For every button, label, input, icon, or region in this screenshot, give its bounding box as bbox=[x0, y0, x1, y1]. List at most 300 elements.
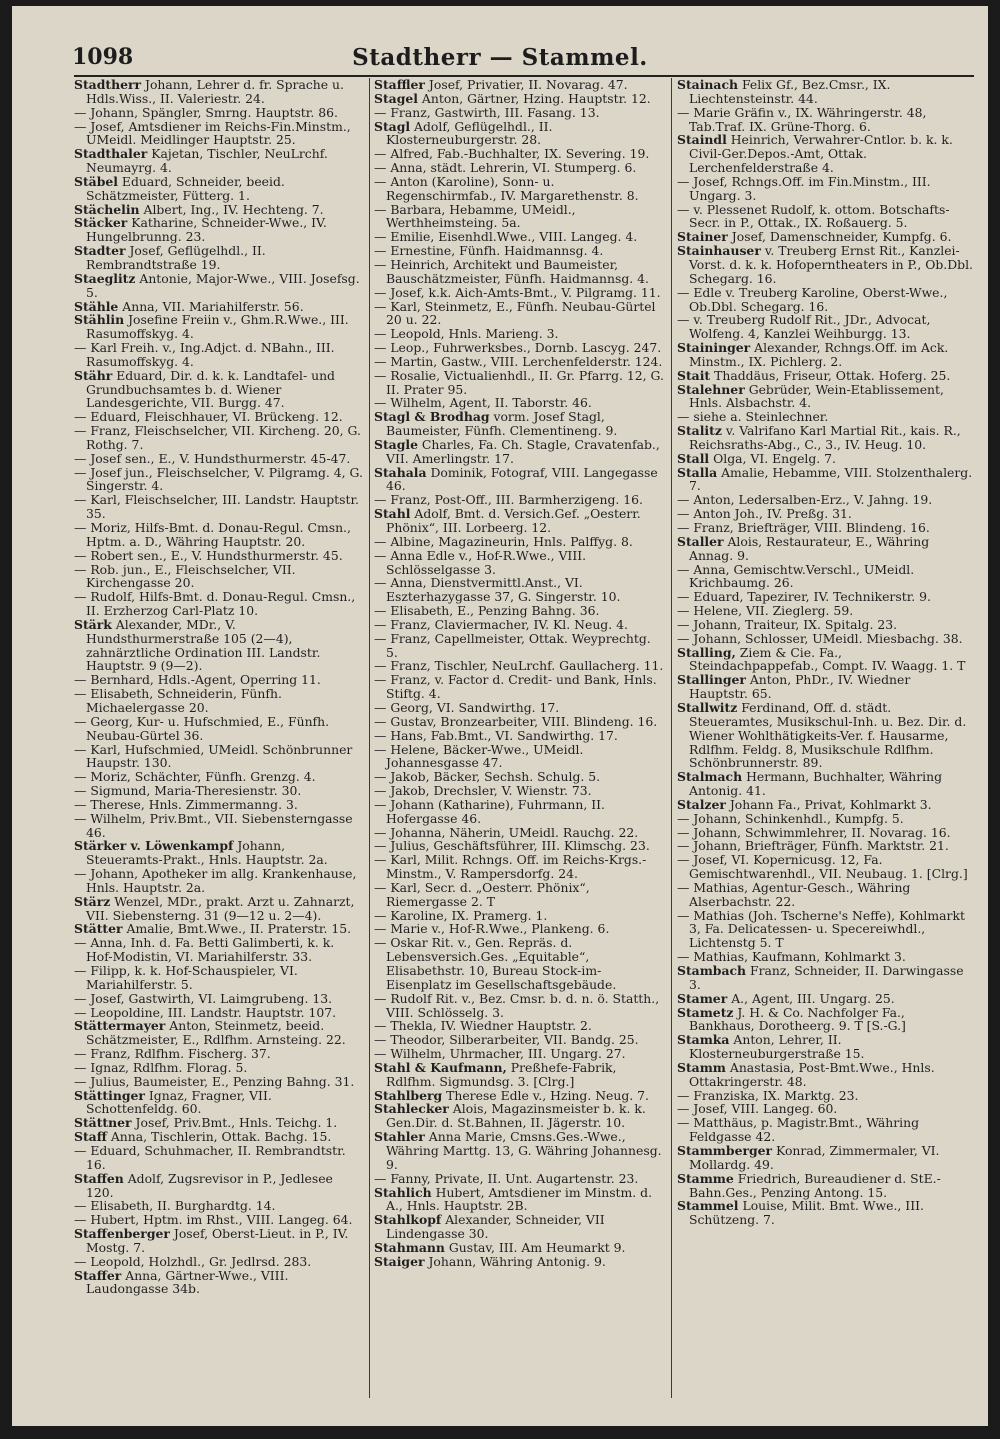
entry-details: Heinrich, Verwahrer-Cntlor. b. k. k. Civil-Ger.Depos.-Amt, Ottak. Lerchenfelderstraße 4. bbox=[689, 132, 953, 176]
entry-surname: Stahl bbox=[374, 506, 411, 522]
directory-entry bbox=[374, 396, 666, 410]
directory-entry bbox=[374, 839, 666, 853]
directory-entry bbox=[74, 922, 364, 936]
directory-entry bbox=[374, 992, 666, 1020]
directory-entry bbox=[374, 106, 666, 120]
directory-entry bbox=[374, 1089, 666, 1103]
directory-entry bbox=[374, 535, 666, 549]
directory-entry bbox=[374, 493, 666, 507]
directory-entry bbox=[74, 1213, 364, 1227]
entry-details: — Franz, Briefträger, VIII. Blindeng. 16. bbox=[677, 520, 930, 535]
entry-details: — Julius, Baumeister, E., Penzing Bahng. 31. bbox=[74, 1073, 355, 1089]
entry-details: Preßhefe-Fabrik, Rdlfhm. Sigmundsg. 3. [Clrg.] bbox=[386, 1059, 617, 1089]
directory-entry bbox=[74, 798, 364, 812]
entry-surname: Staller bbox=[677, 533, 724, 549]
directory-entry bbox=[74, 964, 364, 992]
directory-entry bbox=[677, 1116, 973, 1144]
directory-entry bbox=[374, 507, 666, 535]
directory-entry bbox=[74, 549, 364, 563]
entry-details: — Thekla, IV. Wiedner Hauptstr. 2. bbox=[374, 1018, 592, 1034]
directory-entry bbox=[677, 507, 973, 521]
entry-details: Hubert, Amtsdiener im Minstm. d. A., Hnls. Hauptstr. 2B. bbox=[386, 1184, 653, 1214]
directory-entry bbox=[74, 452, 364, 466]
entry-details: — Mathias, Agentur-Gesch., Währing Alserbachstr. 22. bbox=[677, 879, 911, 909]
entry-details: Eduard, Schneider, beeid. Schätzmeister, Fütterg. 1. bbox=[86, 173, 285, 203]
column-divider bbox=[369, 78, 370, 1398]
entry-details: Katharine, Schneider-Wwe., IV. Hungelbrunng. 23. bbox=[86, 215, 327, 245]
entry-details: — Hans, Fab.Bmt., VI. Sandwirthg. 17. bbox=[374, 727, 618, 743]
entry-details: — Wilhelm, Uhrmacher, III. Ungarg. 27. bbox=[374, 1046, 626, 1062]
directory-entry bbox=[677, 1172, 973, 1200]
directory-entry bbox=[74, 1130, 364, 1144]
directory-entry bbox=[374, 853, 666, 881]
directory-entry bbox=[677, 590, 973, 604]
directory-entry bbox=[374, 604, 666, 618]
directory-entry bbox=[374, 258, 666, 286]
entry-details: Johann, Lehrer d. fr. Sprache u. Hdls.Wiss., II. Valeriestr. 24. bbox=[86, 78, 344, 106]
directory-entry bbox=[677, 313, 973, 341]
entry-details: — Heinrich, Architekt und Baumeister, Bauschätzmeister, Fünfh. Haidmannsg. 4. bbox=[374, 256, 649, 286]
entry-details: — Anna, städt. Lehrerin, VI. Stumperg. 6. bbox=[374, 160, 637, 176]
directory-entry bbox=[677, 341, 973, 369]
directory-entry bbox=[74, 1116, 364, 1130]
entry-details: Anna Marie, Cmsns.Ges.-Wwe., Währing Marttg. 13, G. Währing Johannesg. 9. bbox=[386, 1129, 662, 1172]
entry-details: Anton, Steinmetz, beeid. Schätzmeister, E., Rdlfhm. Arnsteing. 22. bbox=[86, 1018, 346, 1048]
entry-surname: Stainer bbox=[677, 229, 728, 245]
directory-entry bbox=[374, 410, 666, 438]
directory-entry bbox=[74, 410, 364, 424]
directory-entry bbox=[74, 563, 364, 591]
directory-entry bbox=[677, 203, 973, 231]
entry-surname: Stagl bbox=[374, 118, 411, 134]
entry-details: Anna, Tischlerin, Ottak. Bachg. 15. bbox=[110, 1129, 332, 1145]
entry-surname: Stäbel bbox=[74, 173, 118, 189]
entry-details: — Johann, Schwimmlehrer, II. Novarag. 16. bbox=[677, 824, 951, 840]
entry-surname: Stagl & Brodhag bbox=[374, 409, 490, 425]
directory-entry bbox=[74, 313, 364, 341]
entry-details: — Johann (Katharine), Fuhrmann, II. Hofergasse 46. bbox=[374, 796, 605, 826]
directory-entry bbox=[374, 936, 666, 991]
entry-surname: Staeglitz bbox=[74, 270, 136, 286]
entry-details: — Anna, Inh. d. Fa. Betti Galimberti, k. k. Hof-Modistin, VI. Mariahilferstr. 33. bbox=[74, 935, 335, 965]
directory-entry bbox=[374, 1033, 666, 1047]
entry-details: — Moriz, Schächter, Fünfh. Grenzg. 4. bbox=[74, 769, 316, 785]
directory-entry bbox=[374, 300, 666, 328]
directory-entry bbox=[374, 826, 666, 840]
entry-details: — Bernhard, Hdls.-Agent, Operring 11. bbox=[74, 672, 321, 688]
directory-entry bbox=[74, 687, 364, 715]
directory-entry bbox=[677, 1144, 973, 1172]
entry-details: — Georg, VI. Sandwirthg. 17. bbox=[374, 699, 560, 715]
directory-entry bbox=[74, 203, 364, 217]
directory-entry bbox=[74, 1227, 364, 1255]
entry-surname: Stalzer bbox=[677, 796, 726, 812]
entry-details: — Helene, VII. Zieglerg. 59. bbox=[677, 603, 854, 619]
entry-details: — Karl, Secr. d. „Oesterr. Phönix“, Riemergasse 2. T bbox=[374, 879, 590, 909]
entry-details: — Julius, Geschäftsführer, III. Klimschg. 23. bbox=[374, 838, 650, 854]
directory-entry bbox=[677, 424, 973, 452]
entry-details: — Karl, Fleischselcher, III. Landstr. Hauptstr. 35. bbox=[74, 492, 359, 522]
entry-surname: Staindl bbox=[677, 132, 727, 148]
directory-entry bbox=[677, 133, 973, 175]
directory-entry bbox=[74, 715, 364, 743]
entry-surname: Stainhauser bbox=[677, 243, 761, 259]
column-1 bbox=[74, 78, 364, 1398]
directory-entry bbox=[374, 1186, 666, 1214]
directory-entry bbox=[374, 784, 666, 798]
entry-details: — Oskar Rit. v., Gen. Repräs. d. Lebensversich.Ges. „Equitable“, Elisabethstr. 10, Bureau Stock-im-Eisenplatz im Gesellschaftsgebäude. bbox=[374, 935, 617, 992]
entry-details: — Marie Gräfin v., IX. Währingerstr. 48, Tab.Traf. IX. Grüne-Thorg. 6. bbox=[677, 104, 927, 134]
directory-entry bbox=[677, 839, 973, 853]
entry-details: — Wilhelm, Priv.Bmt., VII. Siebensterngasse 46. bbox=[74, 810, 353, 840]
directory-entry bbox=[74, 812, 364, 840]
directory-entry bbox=[677, 992, 973, 1006]
directory-entry bbox=[677, 909, 973, 951]
entry-surname: Stalitz bbox=[677, 423, 722, 439]
entry-surname: Stähle bbox=[74, 298, 119, 314]
entry-details: — Johann, Apotheker im allg. Krankenhause, Hnls. Hauptstr. 2a. bbox=[74, 866, 357, 895]
entry-details: Franz, Schneider, II. Darwingasse 3. bbox=[689, 963, 964, 992]
directory-entry bbox=[374, 203, 666, 231]
directory-entry bbox=[74, 590, 364, 618]
entry-details: — Karoline, IX. Pramerg. 1. bbox=[374, 907, 548, 923]
directory-entry bbox=[677, 812, 973, 826]
directory-entry bbox=[74, 466, 364, 494]
directory-entry bbox=[74, 1172, 364, 1200]
entry-details: — Jakob, Bäcker, Sechsh. Schulg. 5. bbox=[374, 769, 601, 785]
directory-entry bbox=[677, 493, 973, 507]
directory-entry bbox=[374, 1047, 666, 1061]
entry-details: Johann Fa., Privat, Kohlmarkt 3. bbox=[729, 796, 932, 812]
entry-details: Eduard, Dir. d. k. k. Landtafel- und Grundbuchsamtes b. d. Wiener Landesgerichte, VII. Burgg. 47. bbox=[86, 367, 335, 411]
directory-entry bbox=[374, 161, 666, 175]
entry-details: — Elisabeth, E., Penzing Bahng. 36. bbox=[374, 603, 600, 619]
directory-entry bbox=[677, 673, 973, 701]
directory-entry bbox=[74, 1047, 364, 1061]
entry-details: Alois, Magazinsmeister b. k. k. Gen.Dir. d. St.Bahnen, II. Jägerstr. 10. bbox=[386, 1101, 646, 1131]
entry-details: — Rosalie, Victualienhdl., II. Gr. Pfarrg. 12, G. II. Prater 95. bbox=[374, 367, 664, 397]
entry-details: — Johanna, Näherin, UMeidl. Rauchg. 22. bbox=[374, 824, 639, 840]
entry-details: Hermann, Buchhalter, Währing Antonig. 41. bbox=[689, 769, 943, 799]
directory-entry bbox=[677, 1006, 973, 1034]
entry-details: Anton, Gärtner, Hzing. Hauptstr. 12. bbox=[421, 90, 651, 106]
entry-details: — Johann, Schlosser, UMeidl. Miesbachg. 38. bbox=[677, 630, 963, 646]
entry-details: — Alfred, Fab.-Buchhalter, IX. Severing. 19. bbox=[374, 146, 650, 162]
entry-details: v. Valrifano Karl Martial Rit., kais. R., Reichsraths-Abg., C., 3., IV. Heug. 10. bbox=[689, 423, 961, 452]
directory-entry bbox=[374, 701, 666, 715]
directory-entry bbox=[74, 521, 364, 549]
directory-entry bbox=[74, 369, 364, 411]
directory-entry bbox=[677, 604, 973, 618]
entry-surname: Stamka bbox=[677, 1032, 730, 1048]
entry-details: — Matthäus, p. Magistr.Bmt., Währing Feldgasse 42. bbox=[677, 1115, 920, 1145]
entry-details: Therese Edle v., Hzing. Neug. 7. bbox=[446, 1087, 649, 1103]
directory-entry bbox=[74, 1061, 364, 1075]
directory-entry bbox=[677, 798, 973, 812]
entry-details: — Anton Joh., IV. Preßg. 31. bbox=[677, 506, 852, 522]
entry-details: — Johann, Spängler, Smrng. Hauptstr. 86. bbox=[74, 104, 338, 120]
entry-details: — Fanny, Private, II. Unt. Augartenstr. 23. bbox=[374, 1170, 639, 1186]
entry-details: — Karl, Milit. Rchngs. Off. im Reichs-Krgs.-Minstm., V. Rampersdorfg. 24. bbox=[374, 852, 647, 882]
directory-entry bbox=[74, 272, 364, 300]
entry-details: Charles, Fa. Ch. Stagle, Cravatenfab., VII. Amerlingstr. 17. bbox=[386, 436, 660, 466]
entry-surname: Stallwitz bbox=[677, 699, 738, 715]
entry-details: Konrad, Zimmermaler, VI. Mollardg. 49. bbox=[689, 1142, 940, 1172]
entry-surname: Stahlecker bbox=[374, 1101, 449, 1117]
entry-details: — Franz, v. Factor d. Credit- und Bank, Hnls. Stiftg. 4. bbox=[374, 672, 657, 702]
directory-entry bbox=[74, 673, 364, 687]
entry-details: — Leopoldine, III. Landstr. Hauptstr. 107. bbox=[74, 1004, 337, 1020]
directory-entry bbox=[74, 867, 364, 895]
directory-entry bbox=[374, 92, 666, 106]
entry-details: Olga, VI. Engelg. 7. bbox=[713, 450, 836, 466]
entry-surname: Stagel bbox=[374, 90, 418, 106]
entry-details: — Josef, Gastwirth, VI. Laimgrubeng. 13. bbox=[74, 990, 333, 1006]
directory-entry bbox=[374, 369, 666, 397]
page-header bbox=[12, 44, 988, 74]
entry-surname: Stall bbox=[677, 450, 710, 466]
entry-details: — Franz, Tischler, NeuLrchf. Gaullacherg. 11. bbox=[374, 658, 664, 674]
directory-entry bbox=[374, 1213, 666, 1241]
entry-surname: Stalla bbox=[677, 464, 718, 480]
directory-entry bbox=[74, 175, 364, 203]
directory-entry bbox=[677, 452, 973, 466]
directory-entry bbox=[74, 120, 364, 148]
directory-entry bbox=[74, 1144, 364, 1172]
entry-surname: Staff bbox=[74, 1129, 107, 1145]
page-number: 1098 bbox=[72, 44, 134, 70]
directory-entry bbox=[374, 715, 666, 729]
entry-surname: Staffenberger bbox=[74, 1226, 170, 1242]
entry-surname: Stättner bbox=[74, 1115, 132, 1131]
column-3 bbox=[677, 78, 973, 1398]
directory-entry bbox=[74, 618, 364, 673]
directory-page bbox=[12, 6, 988, 1426]
entry-surname: Stalmach bbox=[677, 769, 743, 785]
entry-details: — Marie v., Hof-R.Wwe., Plankeng. 6. bbox=[374, 921, 610, 937]
entry-details: — Mathias (Joh. Tscherne's Neffe), Kohlmarkt 3, Fa. Delicatessen- u. Specereiwhdl., Lichtenstg 5. T bbox=[677, 907, 965, 951]
directory-entry bbox=[374, 466, 666, 494]
directory-entry bbox=[677, 853, 973, 881]
directory-entry bbox=[677, 369, 973, 383]
directory-entry bbox=[74, 784, 364, 798]
entry-details: — Johann, Schinkenhdl., Kumpfg. 5. bbox=[677, 810, 904, 826]
directory-entry bbox=[374, 770, 666, 784]
entry-details: Johann, Währing Antonig. 9. bbox=[428, 1253, 606, 1269]
entry-surname: Stärz bbox=[74, 893, 111, 909]
directory-entry bbox=[374, 438, 666, 466]
entry-details: Amalie, Bmt.Wwe., II. Praterstr. 15. bbox=[126, 921, 352, 937]
entry-details: — Georg, Kur- u. Hufschmied, E., Fünfh. Neubau-Gürtel 36. bbox=[74, 713, 330, 743]
entry-surname: Stalling, bbox=[677, 644, 736, 660]
directory-entry bbox=[74, 106, 364, 120]
entry-details: — Mathias, Kaufmann, Kohlmarkt 3. bbox=[677, 949, 906, 965]
directory-entry bbox=[677, 701, 973, 770]
entry-details: — Anna Edle v., Hof-R.Wwe., VIII. Schlösselgasse 3. bbox=[374, 547, 587, 577]
directory-entry bbox=[677, 563, 973, 591]
directory-entry bbox=[374, 909, 666, 923]
directory-entry bbox=[677, 78, 973, 106]
entry-surname: Stahlich bbox=[374, 1184, 432, 1200]
entry-surname: Stärk bbox=[74, 616, 112, 632]
entry-surname: Staffen bbox=[74, 1170, 124, 1186]
entry-surname: Stammberger bbox=[677, 1142, 773, 1158]
entry-details: — Martin, Gastw., VIII. Lerchenfelderstr. 124. bbox=[374, 353, 663, 369]
directory-entry bbox=[374, 341, 666, 355]
directory-entry bbox=[677, 106, 973, 134]
entry-details: — v. Plessenet Rudolf, k. ottom. Botschafts-Secr. in P., Ottak., IX. Roßauerg. 5. bbox=[677, 201, 950, 231]
entry-details: Thaddäus, Friseur, Ottak. Hoferg. 25. bbox=[714, 367, 951, 383]
entry-details: — Elisabeth, II. Burghardtg. 14. bbox=[74, 1198, 276, 1214]
entry-details: — Jakob, Drechsler, V. Wienstr. 73. bbox=[374, 783, 592, 799]
directory-entry bbox=[74, 341, 364, 369]
entry-details: — Ignaz, Rdlfhm. Florag. 5. bbox=[74, 1059, 248, 1075]
directory-entry bbox=[374, 78, 666, 92]
directory-entry bbox=[374, 147, 666, 161]
entry-details: — Karl, Steinmetz, E., Fünfh. Neubau-Gürtel 20 u. 22. bbox=[374, 298, 656, 328]
entry-details: Dominik, Fotograf, VIII. Langegasse 46. bbox=[386, 464, 658, 494]
entry-details: Kajetan, Tischler, NeuLrchf. Neumayrg. 4. bbox=[86, 146, 328, 176]
entry-details: vorm. Josef Stagl, Baumeister, Fünfh. Clementineng. 9. bbox=[386, 409, 618, 439]
directory-entry bbox=[74, 424, 364, 452]
entry-details: Anton, PhDr., IV. Wiedner Hauptstr. 65. bbox=[689, 672, 911, 702]
entry-details: — Eduard, Fleischhauer, VI. Brückeng. 12. bbox=[74, 409, 343, 425]
entry-details: Adolf, Zugsrevisor in P., Jedlesee 120. bbox=[86, 1170, 333, 1200]
entry-details: — Josef, Rchngs.Off. im Fin.Minstm., III. Ungarg. 3. bbox=[677, 173, 931, 203]
directory-entry bbox=[74, 839, 364, 867]
entry-details: Louise, Milit. Bmt. Wwe., III. Schützeng. 7. bbox=[689, 1198, 924, 1228]
directory-entry bbox=[374, 1102, 666, 1130]
entry-details: — Albine, Magazineurin, Hnls. Palffyg. 8. bbox=[374, 533, 633, 549]
entry-details: — Anna, Dienstvermittl.Anst., VI. Eszterhazygasse 37, G. Singerstr. 10. bbox=[374, 575, 621, 605]
entry-surname: Stallinger bbox=[677, 672, 746, 688]
entry-details: — Hubert, Hptm. im Rhst., VIII. Langeg. 64. bbox=[74, 1212, 353, 1228]
entry-details: — Filipp, k. k. Hof-Schauspieler, VI. Mariahilferstr. 5. bbox=[74, 963, 298, 992]
entry-details: — Josef, Amtsdiener im Reichs-Fin.Minstm., UMeidl. Meidlinger Hauptstr. 25. bbox=[74, 118, 351, 148]
directory-entry bbox=[677, 646, 973, 674]
directory-entry bbox=[374, 244, 666, 258]
directory-entry bbox=[677, 535, 973, 563]
entry-details: v. Treuberg Ernst Rit., Kanzlei-Vorst. d. k. k. Hofoperntheaters in P., Ob.Dbl. Schegarg. 16. bbox=[689, 243, 973, 286]
entry-details: — Josef sen., E., V. Hundsthurmerstr. 45-47. bbox=[74, 450, 351, 466]
directory-entry bbox=[677, 521, 973, 535]
directory-entry bbox=[74, 1006, 364, 1020]
entry-surname: Stahala bbox=[374, 464, 427, 480]
entry-surname: Stättinger bbox=[74, 1087, 145, 1103]
entry-details: — Josef, VI. Kopernicusg. 12, Fa. Gemischtwarenhdl., VII. Neubaug. 1. [Clrg.] bbox=[677, 852, 968, 882]
entry-details: Anton, Lehrer, II. Klosterneuburgerstraße 15. bbox=[689, 1032, 865, 1062]
entry-surname: Stametz bbox=[677, 1004, 734, 1020]
directory-entry bbox=[677, 1033, 973, 1061]
entry-details: — Franz, Post-Off., III. Barmherzigeng. 16. bbox=[374, 492, 643, 508]
entry-surname: Stammel bbox=[677, 1198, 739, 1214]
entry-surname: Stähr bbox=[74, 367, 113, 383]
directory-entry bbox=[74, 1199, 364, 1213]
entry-surname: Stamer bbox=[677, 990, 728, 1006]
entry-details: — Johann, Briefträger, Fünfh. Marktstr. 21. bbox=[677, 838, 949, 854]
entry-details: — v. Treuberg Rudolf Rit., JDr., Advocat, Wolfeng. 4, Kanzlei Weihburgg. 13. bbox=[677, 312, 931, 342]
entry-details: Wenzel, MDr., prakt. Arzt u. Zahnarzt, VII. Siebensterng. 31 (9—12 u. 2—4). bbox=[86, 893, 355, 923]
directory-entry bbox=[374, 355, 666, 369]
directory-entry bbox=[374, 230, 666, 244]
entry-surname: Stätter bbox=[74, 921, 123, 937]
entry-details: — Eduard, Schuhmacher, II. Rembrandtstr. 16. bbox=[74, 1142, 346, 1172]
entry-details: — Josef, VIII. Langeg. 60. bbox=[677, 1101, 838, 1117]
directory-entry bbox=[374, 922, 666, 936]
entry-details: — Sigmund, Maria-Theresienstr. 30. bbox=[74, 783, 302, 799]
directory-entry bbox=[374, 549, 666, 577]
entry-surname: Stalehner bbox=[677, 381, 745, 397]
directory-entry bbox=[374, 798, 666, 826]
entry-details: Josef, Damenschneider, Kumpfg. 6. bbox=[731, 229, 952, 245]
directory-entry bbox=[677, 770, 973, 798]
directory-entry bbox=[74, 1269, 364, 1297]
directory-entry bbox=[677, 881, 973, 909]
entry-details: Alexander, Rchngs.Off. im Ack. Minstm., IX. Pichlerg. 2. bbox=[689, 340, 949, 369]
directory-entry bbox=[677, 618, 973, 632]
entry-surname: Stächelin bbox=[74, 201, 140, 217]
entry-details: Amalie, Hebamme, VIII. Stolzenthalerg. 7. bbox=[689, 464, 973, 494]
entry-details: Josef, Geflügelhdl., II. Rembrandtstraße 19. bbox=[86, 243, 266, 272]
entry-details: — Robert sen., E., V. Hundsthurmerstr. 45. bbox=[74, 547, 343, 563]
entry-details: Anastasia, Post-Bmt.Wwe., Hnls. Ottakringerstr. 48. bbox=[689, 1059, 935, 1089]
column-divider bbox=[671, 78, 672, 1398]
directory-entry bbox=[374, 175, 666, 203]
entry-details: Gustav, III. Am Heumarkt 9. bbox=[448, 1239, 626, 1255]
entry-details: Friedrich, Bureaudiener d. StE.-Bahn.Ges., Penzing Antong. 15. bbox=[689, 1170, 941, 1200]
entry-details: — Moriz, Hilfs-Bmt. d. Donau-Regul. Cmsn., Hptm. a. D., Währing Hauptstr. 20. bbox=[74, 520, 351, 549]
directory-entry bbox=[677, 1089, 973, 1103]
entry-surname: Stainach bbox=[677, 78, 738, 92]
directory-entry bbox=[677, 410, 973, 424]
directory-entry bbox=[374, 632, 666, 660]
directory-entry bbox=[74, 1075, 364, 1089]
entry-surname: Staffler bbox=[374, 78, 425, 92]
entry-surname: Stahl & Kaufmann, bbox=[374, 1059, 507, 1075]
entry-details: — Elisabeth, Schneiderin, Fünfh. Michaelergasse 20. bbox=[74, 686, 282, 715]
entry-details: — Leop., Fuhrwerksbes., Dornb. Lascyg. 247. bbox=[374, 340, 662, 356]
entry-details: — siehe a. Steinlechner. bbox=[677, 409, 829, 425]
header-rule bbox=[74, 75, 974, 77]
entry-surname: Stamm bbox=[677, 1059, 726, 1075]
entry-surname: Stadtherr bbox=[74, 78, 142, 92]
directory-entry bbox=[374, 1241, 666, 1255]
directory-entry bbox=[677, 950, 973, 964]
entry-details: Alois, Restaurateur, E., Währing Annag. 9. bbox=[689, 533, 930, 563]
entry-details: Josefine Freiin v., Ghm.R.Wwe., III. Rasumoffskyg. 4. bbox=[86, 312, 349, 342]
entry-details: Adolf, Bmt. d. Versich.Gef. „Oesterr. Phönix“, III. Lorbeerg. 12. bbox=[386, 506, 641, 535]
entry-details: Ignaz, Fragner, VII. Schottenfeldg. 60. bbox=[86, 1087, 272, 1117]
entry-details: — Franz, Fleischselcher, VII. Kircheng. 20, G. Rothg. 7. bbox=[74, 423, 361, 452]
directory-entry bbox=[374, 743, 666, 771]
entry-details: — Helene, Bäcker-Wwe., UMeidl. Johannesgasse 47. bbox=[374, 741, 584, 771]
directory-entry bbox=[374, 286, 666, 300]
directory-entry bbox=[374, 327, 666, 341]
directory-entry bbox=[74, 216, 364, 244]
entry-details: J. H. & Co. Nachfolger Fa., Bankhaus, Dorotheerg. 9. T [S.-G.] bbox=[689, 1004, 906, 1034]
entry-surname: Stahlkopf bbox=[374, 1212, 442, 1228]
entry-details: — Therese, Hnls. Zimmermanng. 3. bbox=[74, 796, 298, 812]
directory-entry bbox=[677, 1061, 973, 1089]
entry-details: A., Agent, III. Ungarg. 25. bbox=[731, 990, 895, 1006]
entry-details: — Franz, Capellmeister, Ottak. Weyprechtg. 5. bbox=[374, 630, 651, 660]
directory-entry bbox=[74, 1019, 364, 1047]
directory-entry bbox=[677, 466, 973, 494]
entry-surname: Stadter bbox=[74, 243, 126, 259]
directory-entry bbox=[74, 1255, 364, 1269]
entry-details: Albert, Ing., IV. Hechteng. 7. bbox=[143, 201, 324, 217]
entry-surname: Stamme bbox=[677, 1170, 734, 1186]
